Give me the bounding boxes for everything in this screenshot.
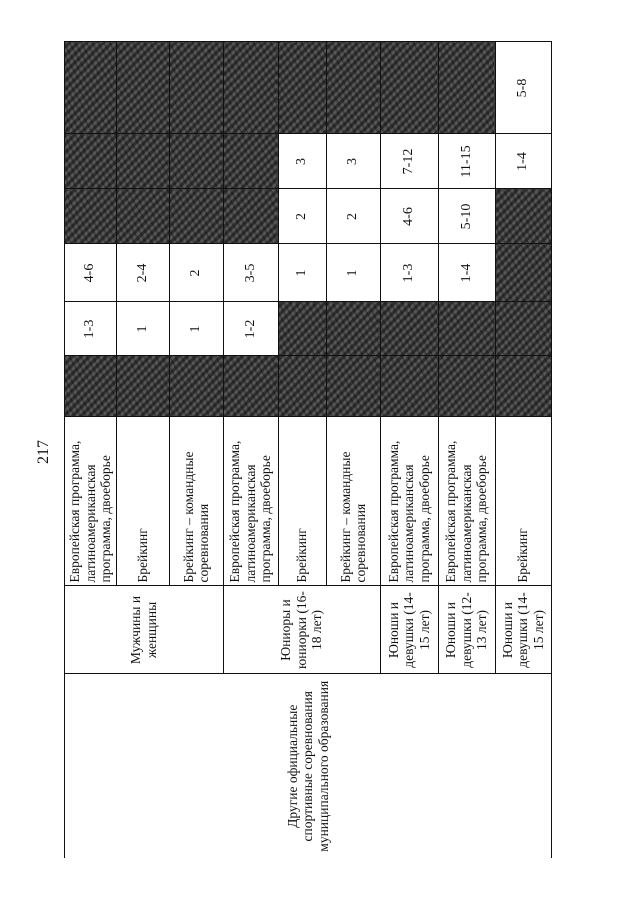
table-cell bbox=[223, 134, 278, 189]
table-cell bbox=[380, 302, 438, 356]
table-cell bbox=[65, 356, 117, 417]
event-cell: Брейкинг – командные соревнования bbox=[326, 417, 380, 586]
table-cell bbox=[116, 356, 169, 417]
table-cell bbox=[65, 134, 117, 189]
table-cell: 3-5 bbox=[223, 244, 278, 302]
table-cell bbox=[169, 356, 223, 417]
table-cell: 2-4 bbox=[116, 244, 169, 302]
table-cell bbox=[326, 42, 380, 134]
table-cell: 1 bbox=[278, 244, 326, 302]
table-cell: 1 bbox=[169, 302, 223, 356]
table-cell bbox=[495, 189, 551, 244]
table-cell: 1 bbox=[116, 302, 169, 356]
event-cell: Брейкинг bbox=[116, 417, 169, 586]
table-cell bbox=[438, 42, 495, 134]
table-cell bbox=[223, 356, 278, 417]
table-cell bbox=[380, 42, 438, 134]
table-cell: 2 bbox=[278, 189, 326, 244]
table-cell bbox=[116, 189, 169, 244]
table-cell bbox=[169, 189, 223, 244]
page-number: 217 bbox=[35, 440, 52, 464]
table-cell bbox=[438, 302, 495, 356]
table-cell: 5-10 bbox=[438, 189, 495, 244]
table-cell bbox=[116, 134, 169, 189]
table-cell bbox=[278, 302, 326, 356]
group-juniors: Юниоры и юниорки (16-18 лет) bbox=[223, 586, 380, 674]
event-cell: Брейкинг bbox=[495, 417, 551, 586]
group-men-women: Мужчины и женщины bbox=[65, 586, 224, 674]
table-cell bbox=[65, 42, 117, 134]
table-cell: 7-12 bbox=[380, 134, 438, 189]
event-cell: Европейская программа, латиноамериканская программа, двоеборье bbox=[223, 417, 278, 586]
table-cell bbox=[438, 356, 495, 417]
event-cell: Европейская программа, латиноамериканская программа, двоеборье bbox=[65, 417, 117, 586]
table-cell: 4-6 bbox=[65, 244, 117, 302]
table-cell bbox=[380, 356, 438, 417]
table-cell: 1-3 bbox=[380, 244, 438, 302]
table-cell: 1-4 bbox=[495, 134, 551, 189]
table-cell: 2 bbox=[169, 244, 223, 302]
rotated-table-container bbox=[64, 42, 548, 858]
table-cell bbox=[278, 42, 326, 134]
table-cell bbox=[495, 356, 551, 417]
table-cell bbox=[116, 42, 169, 134]
table-cell: 3 bbox=[326, 134, 380, 189]
table-row bbox=[65, 42, 117, 858]
competition-table bbox=[64, 42, 552, 859]
table-cell: 2 bbox=[326, 189, 380, 244]
event-cell: Брейкинг – командные соревнования bbox=[169, 417, 223, 586]
table-cell bbox=[326, 356, 380, 417]
table-cell: 11-15 bbox=[438, 134, 495, 189]
table-cell: 5-8 bbox=[495, 42, 551, 134]
table-cell: 4-6 bbox=[380, 189, 438, 244]
table-cell bbox=[169, 42, 223, 134]
table-cell bbox=[65, 189, 117, 244]
table-cell bbox=[495, 244, 551, 302]
table-cell bbox=[495, 302, 551, 356]
event-cell: Брейкинг bbox=[278, 417, 326, 586]
table-cell: 3 bbox=[278, 134, 326, 189]
table-cell: 1-3 bbox=[65, 302, 117, 356]
category-cell: Другие официальные спортивные соревнования муниципального образования bbox=[65, 674, 552, 858]
group-youth-14-15: Юноши и девушки (14-15 лет) bbox=[380, 586, 438, 674]
table-cell bbox=[278, 356, 326, 417]
table-cell bbox=[326, 302, 380, 356]
group-youth-12-13: Юноши и девушки (12-13 лет) bbox=[438, 586, 495, 674]
table-cell: 1-2 bbox=[223, 302, 278, 356]
table-cell bbox=[223, 189, 278, 244]
event-cell: Европейская программа, латиноамериканская программа, двоеборье bbox=[438, 417, 495, 586]
table-cell bbox=[169, 134, 223, 189]
event-cell: Европейская программа, латиноамериканская программа, двоеборье bbox=[380, 417, 438, 586]
table-cell: 1-4 bbox=[438, 244, 495, 302]
table-cell bbox=[223, 42, 278, 134]
table-cell: 1 bbox=[326, 244, 380, 302]
group-youth-14-15-breaking: Юноши и девушки (14-15 лет) bbox=[495, 586, 551, 674]
